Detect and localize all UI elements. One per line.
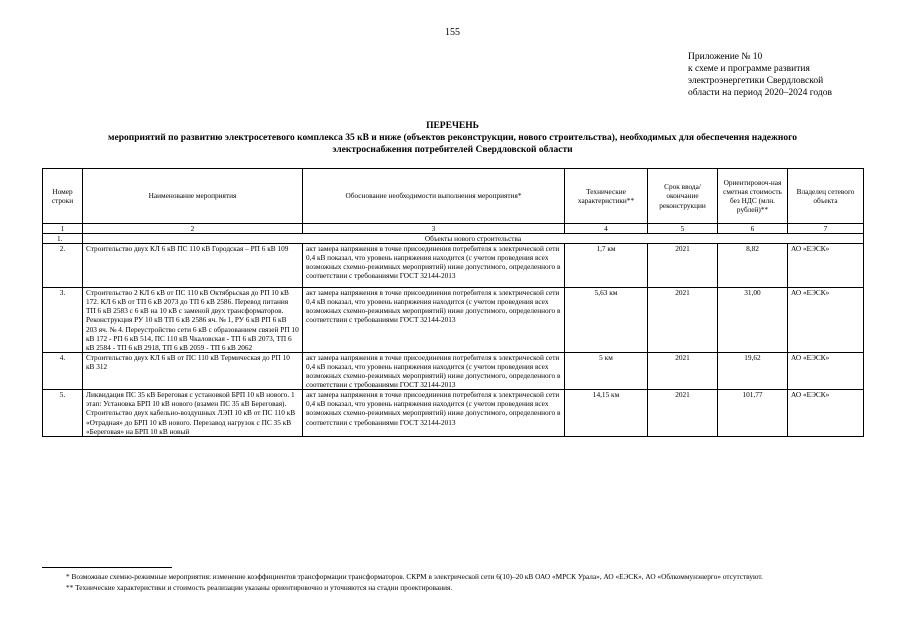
estimated-cost: 101,77 — [718, 390, 788, 436]
section-label: Объекты нового строительства — [83, 234, 864, 244]
footnote-separator — [42, 567, 172, 568]
footnotes — [42, 572, 863, 593]
commissioning-year: 2021 — [648, 390, 718, 436]
network-owner: АО «ЕЭСК» — [788, 390, 864, 436]
estimated-cost: 8,82 — [718, 244, 788, 288]
tech-characteristics: 1,7 км — [565, 244, 648, 288]
column-number-row — [43, 224, 864, 234]
header-cell: Владелец сетевого объекта — [788, 169, 864, 224]
row-number: 4. — [43, 352, 83, 389]
page-number: 155 — [445, 27, 460, 38]
header-cell: Наименование мероприятия — [83, 169, 303, 224]
footnote: ** Технические характеристики и стоимость реализации указаны ориентировочно и уточняются на стадии проектирования. — [66, 582, 453, 592]
column-number: 1 — [43, 224, 83, 234]
tech-characteristics: 5 км — [565, 352, 648, 389]
title-line: ПЕРЕЧЕНЬ — [426, 121, 479, 131]
measure-reason: акт замера напряжения в точке присоединения потребителя к электрической сети 0,4 кВ показал, что уровень напряжения находится (с учетом проведения всех возможных схемно-режимных мероприятий) ниже допустимого, определенного в соответствии с требованиями ГОСТ 32144-2013 — [303, 352, 565, 389]
document-title — [40, 120, 865, 156]
tech-characteristics: 5,63 км — [565, 288, 648, 353]
header-cell: Номер строки — [43, 169, 83, 224]
column-number: 7 — [788, 224, 864, 234]
column-number: 2 — [83, 224, 303, 234]
network-owner: АО «ЕЭСК» — [788, 288, 864, 353]
measure-reason: акт замера напряжения в точке присоединения потребителя к электрической сети 0,4 кВ показал, что уровень напряжения находится (с учетом проведения всех возможных схемно-режимных мероприятий) ниже допустимого, определенного в соответствии с требованиями ГОСТ 32144-2013 — [303, 288, 565, 353]
row-number: 5. — [43, 390, 83, 436]
table-row — [43, 288, 864, 353]
section-row — [43, 234, 864, 244]
footnote: * Возможные схемно-режимные мероприятия: изменение коэффициентов трансформации трансформаторов. СКРМ в электрической сети 6(10)–20 кВ ОАО «МРСК Урала», АО «ЕЭСК», АО «Облкоммунэнерго» отсутствуют. — [66, 572, 763, 581]
appendix-line: электроэнергетики Свердловской — [688, 76, 824, 86]
commissioning-year: 2021 — [648, 352, 718, 389]
appendix-line: Приложение № 10 — [688, 52, 763, 62]
tech-characteristics: 14,15 км — [565, 390, 648, 436]
table-row — [43, 390, 864, 436]
estimated-cost: 31,00 — [718, 288, 788, 353]
table-row — [43, 244, 864, 288]
header-cell: Ориентировоч-ная сметная стоимость без НДС (млн. рублей)** — [718, 169, 788, 224]
appendix-line: области на период 2020–2024 годов — [688, 88, 832, 98]
commissioning-year: 2021 — [648, 244, 718, 288]
measure-reason: акт замера напряжения в точке присоединения потребителя к электрической сети 0,4 кВ показал, что уровень напряжения находится (с учетом проведения всех возможных схемно-режимных мероприятий) ниже допустимого, определенного в соответствии с требованиями ГОСТ 32144-2013 — [303, 390, 565, 436]
column-number: 6 — [718, 224, 788, 234]
column-number: 3 — [303, 224, 565, 234]
network-owner: АО «ЕЭСК» — [788, 244, 864, 288]
section-number: 1. — [43, 234, 83, 244]
appendix-line: к схеме и программе развития — [688, 64, 810, 74]
header-cell: Срок ввода/ окончание реконструкции — [648, 169, 718, 224]
header-cell: Обоснование необходимости выполнения мероприятия* — [303, 169, 565, 224]
measures-table — [42, 168, 864, 437]
measure-reason: акт замера напряжения в точке присоединения потребителя к электрической сети 0,4 кВ показал, что уровень напряжения находится (с учетом проведения всех возможных схемно-режимных мероприятий) ниже допустимого, определенного в соответствии с требованиями ГОСТ 32144-2013 — [303, 244, 565, 288]
appendix-note — [688, 51, 832, 99]
network-owner: АО «ЕЭСК» — [788, 352, 864, 389]
header-cell: Технические характеристики** — [565, 169, 648, 224]
estimated-cost: 19,62 — [718, 352, 788, 389]
title-line: мероприятий по развитию электросетевого комплекса 35 кВ и ниже (объектов реконструкции, нового строительства), необходимых для обеспечения надежного — [108, 133, 797, 143]
row-number: 3. — [43, 288, 83, 353]
title-line: электроснабжения потребителей Свердловской области — [332, 145, 573, 155]
measure-name: Строительство двух КЛ 6 кВ ПС 110 кВ Городская – РП 6 кВ 109 — [83, 244, 303, 288]
measure-name: Строительство двух КЛ 6 кВ от ПС 110 кВ Термическая до РП 10 кВ 312 — [83, 352, 303, 389]
row-number: 2. — [43, 244, 83, 288]
measure-name: Ликвидация ПС 35 кВ Береговая с установкой БРП 10 кВ нового. 1 этап: Установка БРП 10 кВ нового (взамен ПС 35 кВ Береговая). Строительство двух кабельно-воздушных ЛЭП 10 кВ от ПС 110 кВ «Отрадная» до БРП 10 кВ нового. Перезавод нагрузок с ПС 35 кВ «Береговая» на БРП 10 кВ новый — [83, 390, 303, 436]
column-number: 5 — [648, 224, 718, 234]
table-row — [43, 352, 864, 389]
header-row — [43, 169, 864, 224]
commissioning-year: 2021 — [648, 288, 718, 353]
measure-name: Строительство 2 КЛ 6 кВ от ПС 110 кВ Октябрьская до РП 10 кВ 172. КЛ 6 кВ от ТП 6 кВ 2073 до ТП 6 кВ 2586. Перевод питания ТП 6 кВ 2583 с 6 кВ на 10 кВ с заменой двух трансформаторов. Реконструкция РУ 10 кВ ТП 6 кВ 2586 яч. № 1, РУ 6 кВ РП 6 кВ 203 яч. № 4. Переустройство сети 6 кВ с образованием связей РП 10 кВ 172 - РП 6 кВ 514, ПС 110 кВ Чкаловская - ТП 6 кВ 2073, ТП 6 кВ 2584 - ТП 6 кВ 2918, ТП 6 кВ 2059 - ТП 6 кВ 2062 — [83, 288, 303, 353]
column-number: 4 — [565, 224, 648, 234]
